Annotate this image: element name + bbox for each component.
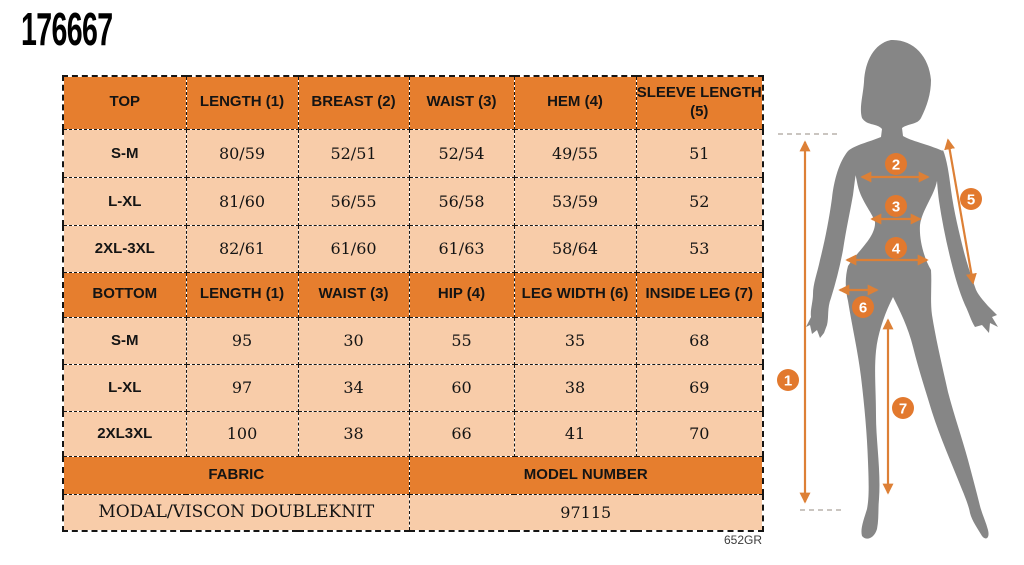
value-cell: 56/58 (409, 177, 514, 225)
value-cell: 53/59 (514, 177, 636, 225)
size-cell: L-XL (63, 364, 186, 411)
value-cell: 35 (514, 317, 636, 364)
value-cell: 60 (409, 364, 514, 411)
marker-number: 1 (783, 372, 793, 390)
size-cell: S-M (63, 129, 186, 177)
size-cell: 2XL3XL (63, 411, 186, 456)
value-cell: 53 (636, 225, 763, 272)
header-cell-hip: HIP (4) (409, 272, 514, 317)
value-cell: 49/55 (514, 129, 636, 177)
table-row (63, 129, 763, 177)
value-cell: 34 (298, 364, 409, 411)
value-cell: 55 (409, 317, 514, 364)
marker-number: 7 (898, 400, 908, 418)
value-cell: 95 (186, 317, 298, 364)
header-cell-model-number: MODEL NUMBER (409, 456, 763, 494)
value-cell: 97 (186, 364, 298, 411)
value-cell: 81/60 (186, 177, 298, 225)
model-number-cell: 97115 (409, 494, 763, 531)
value-cell: 61/63 (409, 225, 514, 272)
bottom-header-row (63, 272, 763, 317)
table-row (63, 177, 763, 225)
top-header-row (63, 76, 763, 129)
marker-4 (885, 237, 907, 259)
table-row (63, 225, 763, 272)
header-cell-top: TOP (63, 76, 186, 129)
fabric-value-cell: MODAL/VISCON DOUBLEKNIT (63, 494, 409, 531)
footer-value-row (63, 494, 763, 531)
marker-number: 2 (891, 156, 901, 174)
size-cell: L-XL (63, 177, 186, 225)
marker-6 (852, 296, 874, 318)
value-cell: 30 (298, 317, 409, 364)
value-cell: 70 (636, 411, 763, 456)
size-cell: S-M (63, 317, 186, 364)
size-cell: 2XL-3XL (63, 225, 186, 272)
header-cell-hem: HEM (4) (514, 76, 636, 129)
table-row (63, 317, 763, 364)
value-cell: 52/54 (409, 129, 514, 177)
marker-1 (777, 369, 799, 391)
marker-3 (885, 195, 907, 217)
header-cell-length: LENGTH (1) (186, 76, 298, 129)
header-cell-leg-width: LEG WIDTH (6) (514, 272, 636, 317)
page-title: 176667 (21, 3, 113, 55)
header-cell-sleeve-length: SLEEVE LENGTH (5) (636, 76, 763, 129)
header-cell-breast: BREAST (2) (298, 76, 409, 129)
marker-number: 4 (891, 240, 901, 258)
value-cell: 38 (514, 364, 636, 411)
header-cell-waist: WAIST (3) (409, 76, 514, 129)
marker-number: 5 (966, 191, 976, 209)
table-row (63, 364, 763, 411)
value-cell: 51 (636, 129, 763, 177)
value-cell: 52 (636, 177, 763, 225)
header-cell-length: LENGTH (1) (186, 272, 298, 317)
header-cell-fabric: FABRIC (63, 456, 409, 494)
value-cell: 52/51 (298, 129, 409, 177)
marker-2 (885, 153, 907, 175)
measurement-figure (775, 30, 1024, 565)
value-cell: 80/59 (186, 129, 298, 177)
value-cell: 100 (186, 411, 298, 456)
header-cell-bottom: BOTTOM (63, 272, 186, 317)
header-cell-waist: WAIST (3) (298, 272, 409, 317)
marker-7 (892, 397, 914, 419)
marker-number: 3 (891, 198, 901, 216)
marker-number: 6 (858, 299, 868, 317)
footer-header-row (63, 456, 763, 494)
value-cell: 38 (298, 411, 409, 456)
value-cell: 58/64 (514, 225, 636, 272)
size-chart-table (62, 75, 764, 532)
value-cell: 41 (514, 411, 636, 456)
table-row (63, 411, 763, 456)
value-cell: 68 (636, 317, 763, 364)
right-arm-shape (937, 150, 998, 333)
value-cell: 56/55 (298, 177, 409, 225)
value-cell: 82/61 (186, 225, 298, 272)
value-cell: 66 (409, 411, 514, 456)
woman-silhouette (806, 40, 998, 539)
marker-5 (960, 188, 982, 210)
header-cell-inside-leg: INSIDE LEG (7) (636, 272, 763, 317)
value-cell: 61/60 (298, 225, 409, 272)
chart-code: 652GR (723, 533, 762, 547)
value-cell: 69 (636, 364, 763, 411)
